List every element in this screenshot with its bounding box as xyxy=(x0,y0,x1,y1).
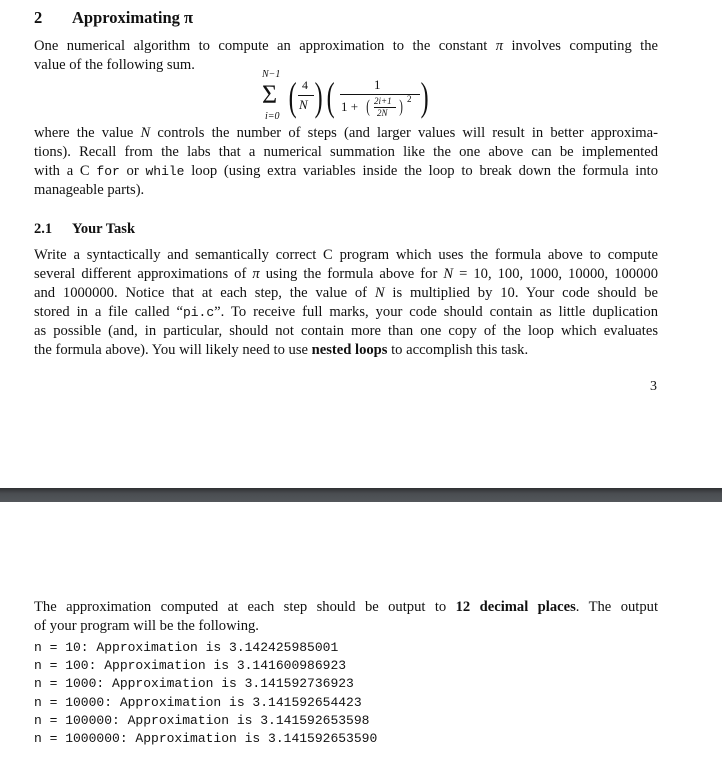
sum-lower-limit: i=0 xyxy=(265,111,280,122)
text-segment: One numerical algorithm to compute an approximation to the constant xyxy=(34,38,496,54)
frac2-numerator: 1 xyxy=(374,77,381,92)
sum-symbol: Σ xyxy=(262,80,278,109)
text-segment: tions). Recall from the labs that a numerical summation like the one above can be implemented xyxy=(34,144,658,160)
left-paren: ( xyxy=(366,96,370,116)
text-line xyxy=(34,303,658,322)
bold-text: 12 decimal places xyxy=(455,599,576,615)
text-segment: stored in a file called “ xyxy=(34,304,183,320)
text-segment: Write a syntactically and semantically correct C program which uses the formula above to compute xyxy=(34,247,658,263)
section-number: 2 xyxy=(34,8,43,27)
right-paren: ) xyxy=(399,96,403,116)
inline-code: while xyxy=(145,164,185,179)
fraction-bar xyxy=(298,95,314,96)
subsection-heading xyxy=(34,221,135,238)
text-line xyxy=(34,617,658,636)
program-output-block xyxy=(34,639,377,748)
sum-formula xyxy=(258,70,458,126)
output-paragraph xyxy=(34,598,658,636)
sum-upper-limit: N−1 xyxy=(262,69,281,80)
text-line xyxy=(34,284,658,303)
text-segment: as possible (and, in particular, should not contain more than one copy of the loop which evaluates xyxy=(34,323,658,339)
text-segment: and 1000000. Notice that at each step, the value of xyxy=(34,285,375,301)
inner-numerator: 2i+1 xyxy=(374,96,392,106)
left-paren: ( xyxy=(326,74,335,119)
math-symbol: π xyxy=(495,38,504,54)
frac1-numerator: 4 xyxy=(302,78,308,92)
right-paren: ) xyxy=(314,74,323,119)
text-line xyxy=(34,181,658,200)
text-line xyxy=(34,124,658,143)
text-segment: using the formula above for xyxy=(259,266,444,282)
math-symbol: N xyxy=(374,285,385,301)
text-segment: involves computing the xyxy=(503,38,658,54)
exponent: 2 xyxy=(407,94,412,104)
text-line xyxy=(34,322,658,341)
text-line xyxy=(34,162,658,181)
bold-text: nested loops xyxy=(311,342,388,358)
text-segment: the formula above). You will likely need to use xyxy=(34,342,312,358)
frac1-denominator: N xyxy=(299,97,308,112)
output-line: n = 100: Approximation is 3.141600986923 xyxy=(34,658,347,674)
text-segment: is multiplied by 10. Your code should be xyxy=(384,285,659,301)
text-line xyxy=(34,37,658,56)
text-segment: of your program will be the following. xyxy=(34,618,259,634)
text-line xyxy=(34,341,658,360)
inline-code: for xyxy=(96,164,120,179)
text-segment: or xyxy=(119,163,146,179)
inline-code: pi.c xyxy=(182,305,215,320)
output-line: n = 1000000: Approximation is 3.141592653590 xyxy=(34,730,378,746)
text-segment: controls the number of steps (and larger values will result in better approxima- xyxy=(150,125,658,141)
text-line xyxy=(34,265,658,284)
text-segment: loop (using extra variables inside the loop to break down the formula into xyxy=(184,163,658,179)
text-line xyxy=(34,143,658,162)
right-paren: ) xyxy=(420,74,429,119)
text-line xyxy=(34,246,658,265)
section-title: Approximating π xyxy=(72,8,194,27)
left-paren: ( xyxy=(288,74,297,119)
page-separator xyxy=(0,488,722,502)
text-segment: The approximation computed at each step should be output to xyxy=(34,599,456,615)
text-segment: ”. To receive full marks, your code should contain as little duplication xyxy=(214,304,658,320)
math-symbol: N xyxy=(140,125,151,141)
task-paragraph xyxy=(34,246,658,360)
text-segment: with a C xyxy=(34,163,97,179)
math-symbol: π xyxy=(252,266,260,282)
subsection-number: 2.1 xyxy=(34,221,53,237)
text-segment: = 10, 100, 1000, 10000, 100000 xyxy=(453,266,658,282)
text-segment: value of the following sum. xyxy=(34,57,195,73)
math-symbol: N xyxy=(443,266,454,282)
text-segment: several different approximations of xyxy=(34,266,253,282)
frac2-denominator-prefix: 1 + xyxy=(341,99,359,114)
output-line: n = 10: Approximation is 3.142425985001 xyxy=(34,640,339,655)
output-line: n = 100000: Approximation is 3.141592653598 xyxy=(34,712,370,728)
text-segment: to accomplish this task. xyxy=(387,342,529,358)
explanation-paragraph xyxy=(34,124,658,200)
text-segment: . The output xyxy=(575,599,658,615)
text-segment: manageable parts). xyxy=(34,182,145,198)
text-line xyxy=(34,598,658,617)
subsection-title: Your Task xyxy=(72,221,136,237)
section-heading xyxy=(34,8,193,28)
output-line: n = 10000: Approximation is 3.141592654423 xyxy=(34,694,362,710)
page-number: 3 xyxy=(650,379,657,394)
output-line: n = 1000: Approximation is 3.141592736923 xyxy=(34,676,354,692)
text-segment: where the value xyxy=(34,125,141,141)
inner-denominator: 2N xyxy=(377,108,388,118)
